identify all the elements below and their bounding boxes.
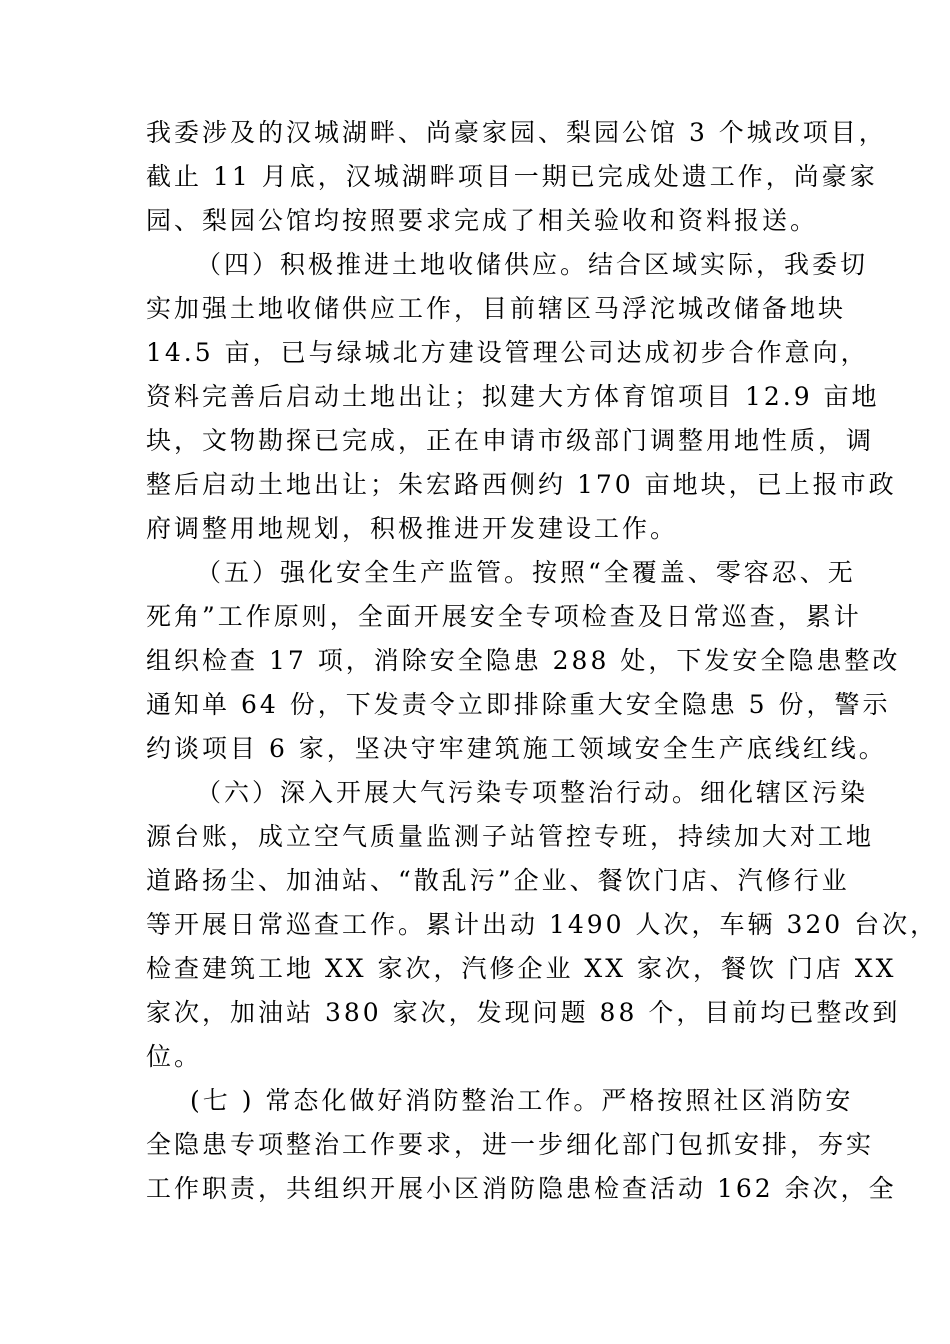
text-line: 我委涉及的汉城湖畔、尚豪家园、梨园公馆 3 个城改项目，	[146, 118, 887, 147]
text-line: 工作职责，共组织开展小区消防隐患检查活动 162 余次，全	[146, 1174, 897, 1203]
text-line: 府调整用地规划，积极推进开发建设工作。	[146, 514, 679, 543]
text-line: 截止 11 月底，汉城湖畔项目一期已完成处遗工作，尚豪家	[146, 162, 878, 191]
text-line: 园、梨园公馆均按照要求完成了相关验收和资料报送。	[146, 206, 819, 235]
text-line: 块，文物勘探已完成，正在申请市级部门调整用地性质，调	[146, 426, 875, 455]
text-line: 家次，加油站 380 家次，发现问题 88 个，目前均已整改到	[146, 998, 901, 1027]
text-line: 道路扬尘、加油站、“散乱污”企业、餐饮门店、汽修行业	[146, 866, 850, 895]
section-heading-line: （五）强化安全生产监管。按照“全覆盖、零容忍、无	[196, 558, 856, 587]
text-line: 源台账，成立空气质量监测子站管控专班，持续加大对工地	[146, 822, 875, 851]
text-line: 整后启动土地出让；朱宏路西侧约 170 亩地块，已上报市政	[146, 470, 897, 499]
text-line: 组织检查 17 项，消除安全隐患 288 处，下发安全隐患整改	[146, 646, 901, 675]
text-line: 等开展日常巡查工作。累计出动 1490 人次，车辆 320 台次，	[146, 910, 939, 939]
text-line: 资料完善后启动土地出让；拟建大方体育馆项目 12.9 亩地	[146, 382, 880, 411]
section-heading-line: （四）积极推进土地收储供应。结合区域实际，我委切	[196, 250, 869, 279]
text-line: 通知单 64 份，下发责令立即排除重大安全隐患 5 份，警示	[146, 690, 891, 719]
section-heading-line: （六）深入开展大气污染专项整治行动。细化辖区污染	[196, 778, 869, 807]
text-line: 全隐患专项整治工作要求，进一步细化部门包抓安排，夯实	[146, 1130, 875, 1159]
section-heading-line: (七 ) 常态化做好消防整治工作。严格按照社区消防安	[190, 1086, 854, 1115]
text-line: 实加强土地收储供应工作，目前辖区马浮沱城改储备地块	[146, 294, 847, 323]
text-line: 死角”工作原则，全面开展安全专项检查及日常巡查，累计	[146, 602, 862, 631]
text-line: 位。	[146, 1042, 203, 1071]
text-line: 检查建筑工地 XX 家次，汽修企业 XX 家次，餐饮 门店 XX	[146, 954, 897, 983]
text-line: 约谈项目 6 家，坚决守牢建筑施工领域安全生产底线红线。	[146, 734, 887, 763]
text-line: 14.5 亩，已与绿城北方建设管理公司达成初步合作意向，	[146, 338, 869, 367]
